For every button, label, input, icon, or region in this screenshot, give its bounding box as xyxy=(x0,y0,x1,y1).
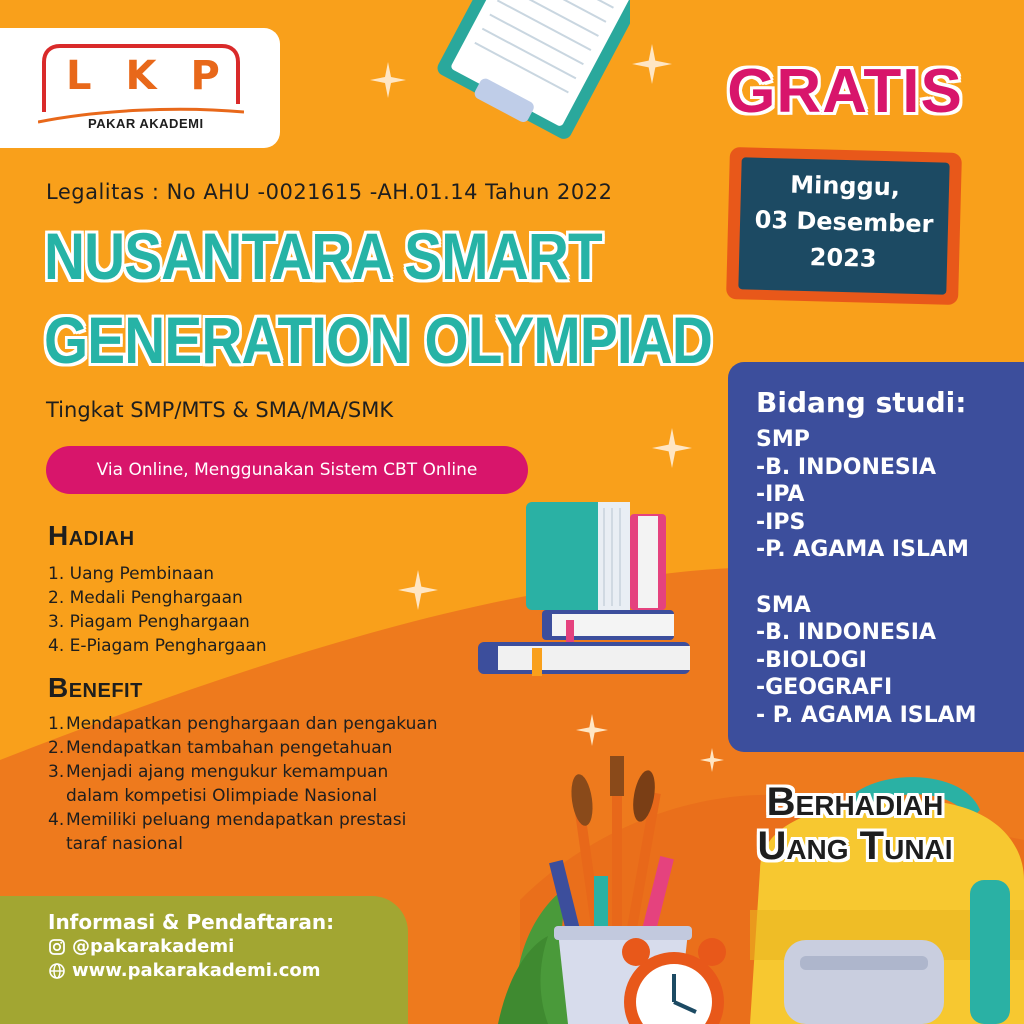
list-text: Mendapatkan tambahan pengetahuan xyxy=(66,738,393,758)
list-item xyxy=(48,736,588,760)
study-group-label: SMA xyxy=(756,592,811,618)
date-day: Minggu, xyxy=(789,170,901,202)
hadiah-list xyxy=(48,562,267,658)
clipboard-illustration xyxy=(410,0,630,140)
list-item: 3. Piagam Penghargaan xyxy=(48,612,250,632)
study-subject: -IPA xyxy=(756,482,805,507)
info-title: Informasi & Pendaftaran: xyxy=(48,910,335,934)
list-item xyxy=(48,712,588,736)
list-item: 4. E-Piagam Penghargaan xyxy=(48,636,267,656)
prize-line-2: Uang Tunai xyxy=(757,824,953,868)
study-group-label: SMP xyxy=(756,427,810,452)
logo-tagline: PAKAR AKADEMI xyxy=(88,116,204,131)
sparkle-icon xyxy=(632,44,672,84)
sparkle-icon xyxy=(398,570,438,610)
date-board xyxy=(738,157,949,294)
benefit-list xyxy=(48,712,588,856)
list-number: 1. xyxy=(48,714,65,734)
globe-icon xyxy=(48,962,66,980)
list-number: 2. xyxy=(48,738,65,758)
list-text: Mendapatkan penghargaan dan pengakuan xyxy=(66,714,438,734)
list-item: 2. Medali Penghargaan xyxy=(48,588,243,608)
study-fields-title: Bidang studi: xyxy=(756,386,967,419)
gratis-badge: GRATIS xyxy=(727,57,963,126)
list-number: 4. xyxy=(48,810,65,830)
list-spacer xyxy=(756,564,977,592)
list-item xyxy=(48,808,588,856)
legal-info: Legalitas : No AHU -0021615 -AH.01.14 Tahun 2022 xyxy=(46,180,613,204)
logo-letters: LKP xyxy=(66,53,254,99)
list-item xyxy=(48,760,588,808)
benefit-heading: Benefit xyxy=(48,672,143,703)
study-fields-list xyxy=(756,426,977,729)
study-subject: -GEOGRAFI xyxy=(756,675,893,700)
event-title-line-2: GENERATION OLYMPIAD xyxy=(44,303,713,377)
list-text-continued: taraf nasional xyxy=(66,834,183,854)
sparkle-icon xyxy=(652,428,692,468)
study-subject: -IPS xyxy=(756,509,806,535)
date-year: 2023 xyxy=(809,243,877,273)
list-number: 3. xyxy=(48,762,65,782)
study-subject: -B. INDONESIA xyxy=(756,620,936,645)
education-level: Tingkat SMP/MTS & SMA/MA/SMK xyxy=(46,398,394,422)
date-month: 03 Desember xyxy=(754,205,934,239)
prize-line-1: Berhadiah xyxy=(766,780,944,824)
event-title-line-1: NUSANTARA SMART xyxy=(44,219,602,293)
list-item: 1. Uang Pembinaan xyxy=(48,564,215,584)
instagram-icon xyxy=(48,938,66,956)
study-subject: -BIOLOGI xyxy=(756,647,867,673)
list-text: Menjadi ajang mengukur kemampuan xyxy=(66,762,389,782)
list-text: Memiliki peluang mendapatkan prestasi xyxy=(66,810,407,830)
sparkle-icon xyxy=(370,62,406,98)
books-illustration xyxy=(478,496,694,680)
website-url: www.pakarakademi.com xyxy=(72,960,321,981)
website-contact[interactable] xyxy=(48,960,321,981)
cash-prize-banner xyxy=(720,780,990,868)
instagram-contact[interactable] xyxy=(48,936,234,957)
study-subject: - P. AGAMA ISLAM xyxy=(756,702,977,728)
study-subject: -P. AGAMA ISLAM xyxy=(756,537,969,562)
instagram-handle: @pakarakademi xyxy=(72,936,235,957)
list-text-continued: dalam kompetisi Olimpiade Nasional xyxy=(66,786,378,806)
study-subject: -B. INDONESIA xyxy=(756,454,936,480)
online-mode-pill: Via Online, Menggunakan Sistem CBT Online xyxy=(46,446,528,494)
hadiah-heading: Hadiah xyxy=(48,520,135,551)
